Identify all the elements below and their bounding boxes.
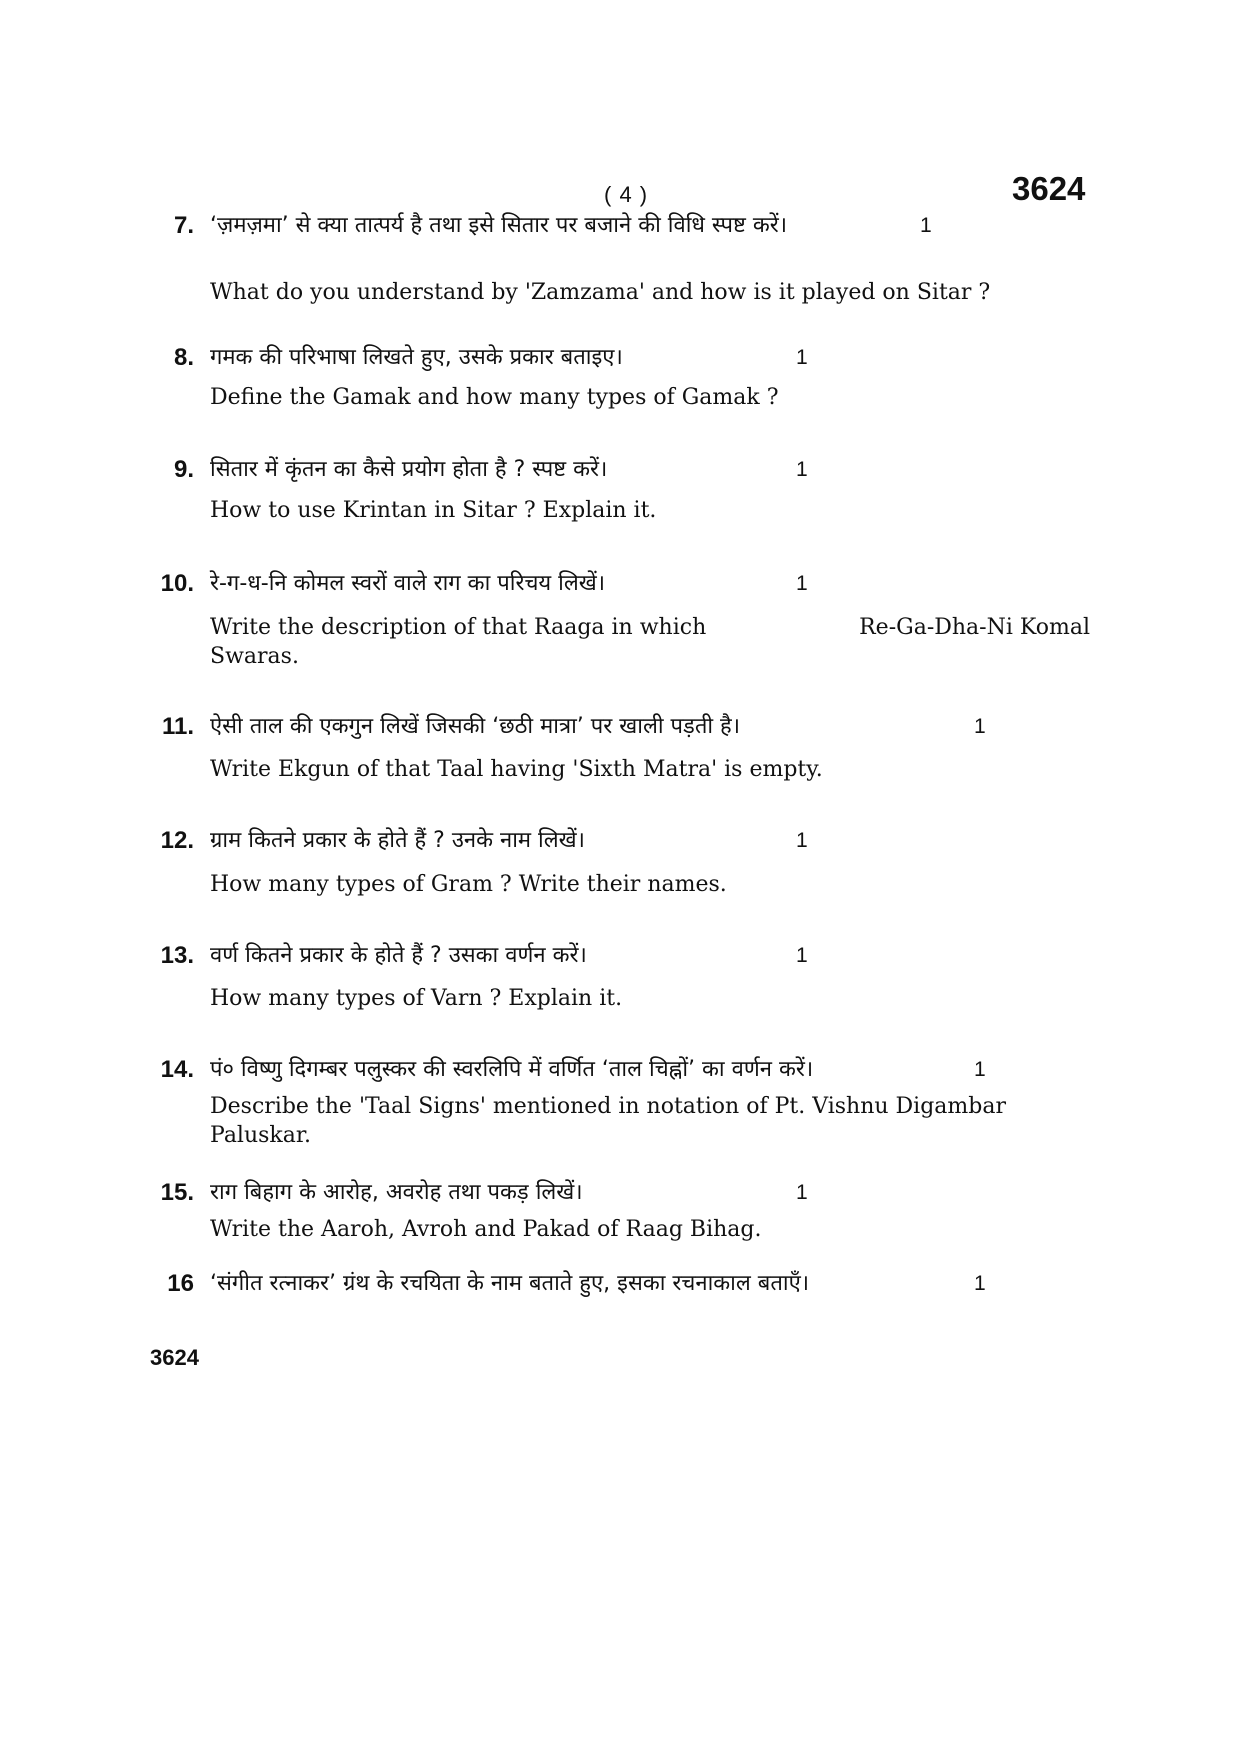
question-number: 13. [160, 942, 194, 969]
paper-code-footer: 3624 [150, 1345, 199, 1370]
question-hindi: ‘ज़मज़मा’ से क्या तात्पर्य है तथा इसे सितार पर बजाने की विधि स्पष्ट करें। [210, 213, 788, 238]
question-hindi: सितार में कृंतन का कैसे प्रयोग होता है ? स्पष्ट करें। [210, 457, 608, 482]
question-number: 11. [161, 713, 194, 740]
question-english: What do you understand by 'Zamzama' and how is it played on Sitar ? [210, 280, 991, 305]
question-marks: 1 [796, 944, 808, 967]
question-number: 10. [160, 570, 194, 597]
question-marks: 1 [796, 458, 808, 481]
question-english: How many types of Gram ? Write their names. [210, 872, 727, 897]
question-english: Define the Gamak and how many types of Gamak ? [210, 385, 779, 410]
question-number: 12. [160, 827, 194, 854]
question-marks: 1 [974, 1058, 986, 1081]
question-hindi: पं० विष्णु दिगम्बर पलुस्कर की स्वरलिपि में वर्णित ‘ताल चिह्नों’ का वर्णन करें। [210, 1057, 814, 1082]
question-english [210, 613, 1090, 642]
question-number: 7. [173, 212, 194, 239]
question-hindi: राग बिहाग के आरोह, अवरोह तथा पकड़ लिखें। [210, 1180, 583, 1205]
question-marks: 1 [796, 346, 808, 369]
question-hindi: ग्राम कितने प्रकार के होते हैं ? उनके नाम लिखें। [210, 828, 586, 853]
question-english-line2: Paluskar. [210, 1123, 311, 1148]
question-number: 9. [173, 456, 194, 483]
question-english: Write Ekgun of that Taal having 'Sixth Matra' is empty. [210, 757, 823, 782]
question-english: Write the Aaroh, Avroh and Pakad of Raag Bihag. [210, 1217, 762, 1242]
question-marks: 1 [974, 715, 986, 738]
english-text: Write the description of that Raaga in which [210, 615, 707, 640]
question-english: How to use Krintan in Sitar ? Explain it. [210, 498, 657, 523]
english-text-tail: Re-Ga-Dha-Ni Komal [859, 615, 1090, 640]
question-marks: 1 [920, 214, 932, 237]
question-hindi: ‘संगीत रत्नाकर’ ग्रंथ के रचयिता के नाम बताते हुए, इसका रचनाकाल बताएँ। [210, 1271, 810, 1296]
question-hindi: गमक की परिभाषा लिखते हुए, उसके प्रकार बताइए। [210, 345, 623, 370]
page-number: ( 4 ) [604, 182, 649, 207]
question-english: Describe the 'Taal Signs' mentioned in notation of Pt. Vishnu Digambar [210, 1094, 1006, 1119]
question-number: 16 [167, 1270, 194, 1297]
question-marks: 1 [796, 572, 808, 595]
question-hindi: वर्ण कितने प्रकार के होते हैं ? उसका वर्णन करें। [210, 943, 587, 968]
paper-code-header: 3624 [1012, 170, 1086, 207]
question-hindi: रे-ग-ध-नि कोमल स्वरों वाले राग का परिचय लिखें। [210, 571, 606, 596]
question-hindi: ऐसी ताल की एकगुन लिखें जिसकी ‘छठी मात्रा’ पर खाली पड़ती है। [210, 714, 741, 739]
question-number: 15. [160, 1179, 194, 1206]
question-english-line2: Swaras. [210, 644, 299, 669]
question-marks: 1 [974, 1272, 986, 1295]
question-number: 14. [160, 1056, 194, 1083]
question-marks: 1 [796, 829, 808, 852]
question-number: 8. [173, 344, 194, 371]
question-english: How many types of Varn ? Explain it. [210, 986, 623, 1011]
question-marks: 1 [796, 1181, 808, 1204]
